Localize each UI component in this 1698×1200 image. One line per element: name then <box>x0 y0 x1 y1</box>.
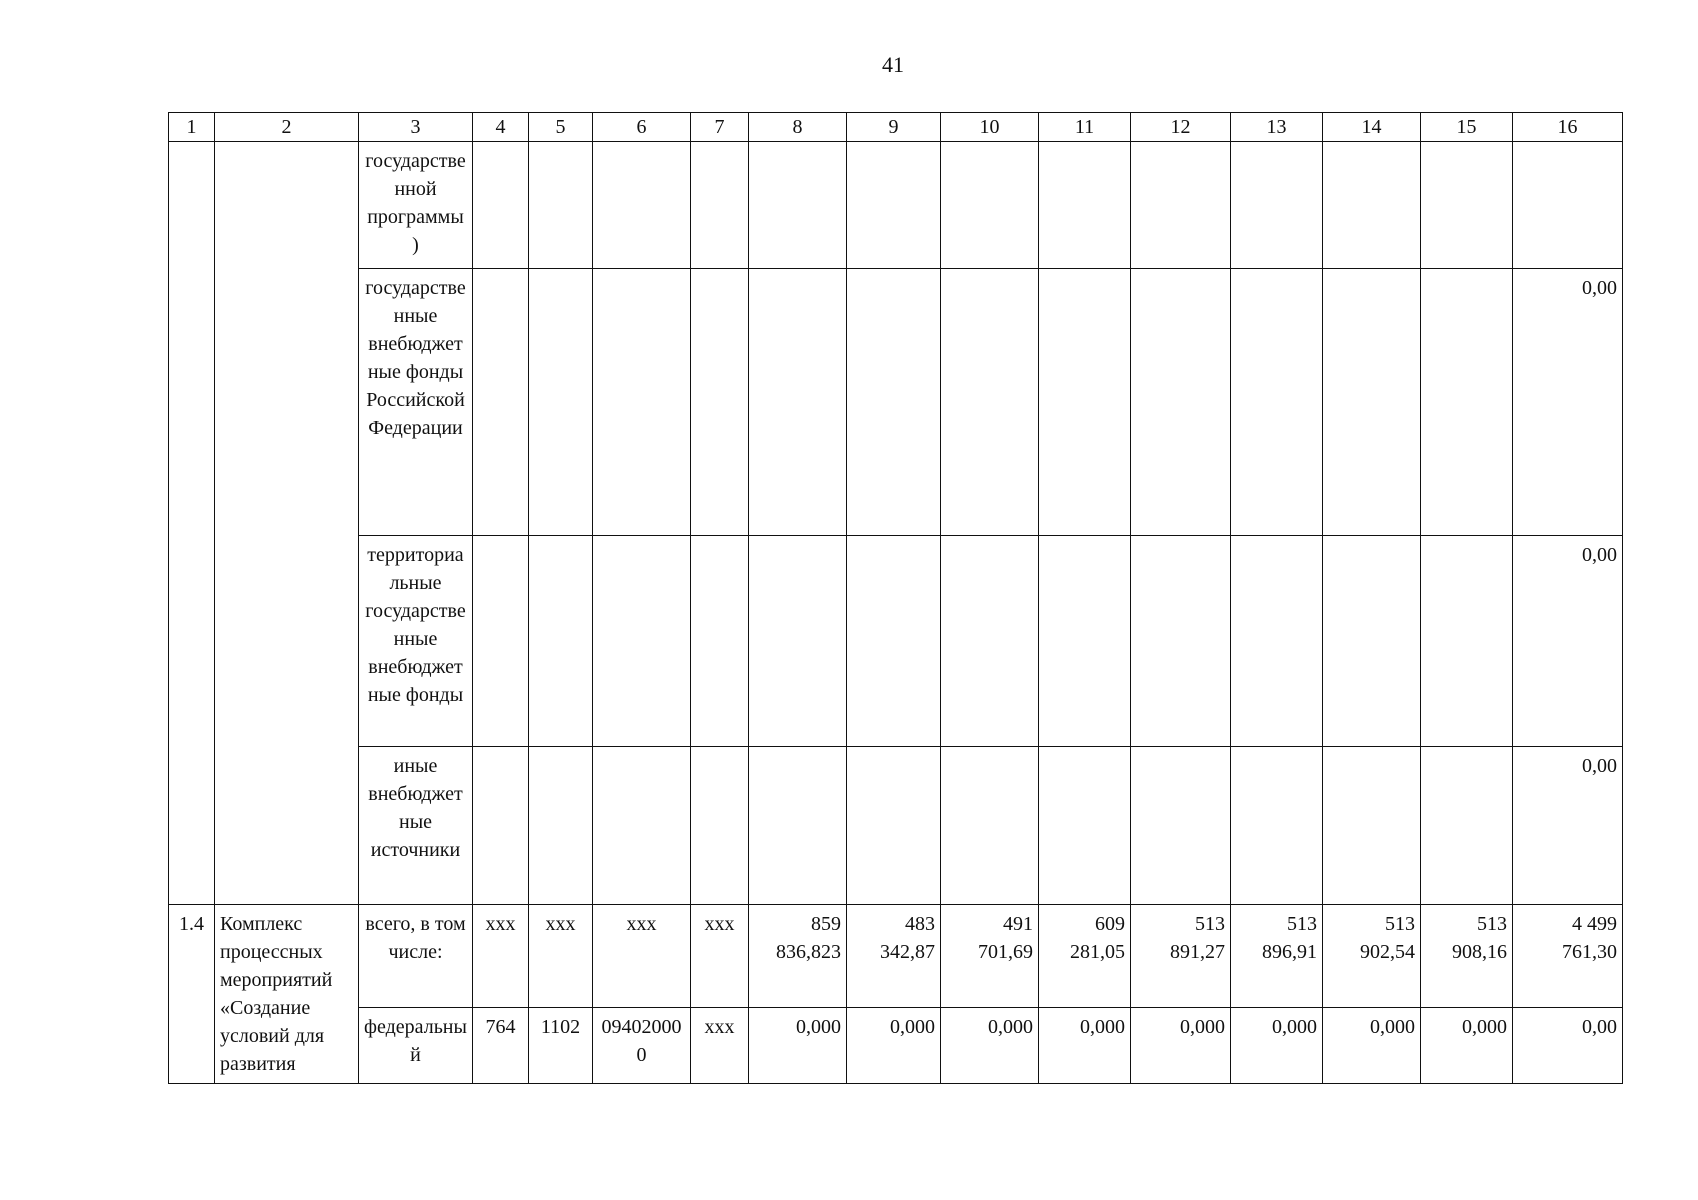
empty-cell <box>529 536 593 747</box>
cell-c9: 483 342,87 <box>847 905 941 1008</box>
empty-cell <box>847 269 941 536</box>
cell-c10: 0,000 <box>941 1008 1039 1084</box>
cell-c7: ххх <box>691 905 749 1008</box>
source-cell: всего, в том числе: <box>359 905 473 1008</box>
empty-cell <box>1039 747 1131 905</box>
empty-cell <box>941 536 1039 747</box>
empty-cell <box>1131 142 1231 269</box>
empty-cell <box>1231 536 1323 747</box>
item-name: Комплекс процессных мероприятий «Создание условий для развития <box>215 905 359 1084</box>
cell-c8: 0,000 <box>749 1008 847 1084</box>
col-header-15: 15 <box>1421 113 1513 142</box>
empty-cell <box>1323 269 1421 536</box>
col-header-16: 16 <box>1513 113 1623 142</box>
table-row <box>169 269 1623 536</box>
empty-cell <box>593 269 691 536</box>
cell-c13: 513 896,91 <box>1231 905 1323 1008</box>
col-header-11: 11 <box>1039 113 1131 142</box>
cell-c11: 609 281,05 <box>1039 905 1131 1008</box>
cell-c11: 0,000 <box>1039 1008 1131 1084</box>
budget-table <box>168 112 1623 1084</box>
empty-cell <box>473 269 529 536</box>
empty-cell <box>1039 142 1131 269</box>
col-header-4: 4 <box>473 113 529 142</box>
col-header-2: 2 <box>215 113 359 142</box>
empty-cell <box>691 747 749 905</box>
empty-cell <box>1231 747 1323 905</box>
cell-c6: ххх <box>593 905 691 1008</box>
empty-cell <box>1039 536 1131 747</box>
table-row <box>169 142 1623 269</box>
column-number-row <box>169 113 1623 142</box>
total-cell: 0,00 <box>1513 269 1623 536</box>
col-header-1: 1 <box>169 113 215 142</box>
empty-cell <box>1131 747 1231 905</box>
empty-cell <box>847 747 941 905</box>
empty-cell <box>941 269 1039 536</box>
merged-num-cell <box>169 142 215 905</box>
table-row <box>169 905 1623 1008</box>
cell-c16: 4 499 761,30 <box>1513 905 1623 1008</box>
empty-cell <box>941 747 1039 905</box>
empty-cell <box>1323 747 1421 905</box>
page-number: 41 <box>882 52 904 77</box>
empty-cell <box>593 536 691 747</box>
empty-cell <box>1231 269 1323 536</box>
cell-c4: 764 <box>473 1008 529 1084</box>
col-header-6: 6 <box>593 113 691 142</box>
empty-cell <box>941 142 1039 269</box>
cell-c7: ххх <box>691 1008 749 1084</box>
source-cell: иные внебюджетные источники <box>359 747 473 905</box>
col-header-7: 7 <box>691 113 749 142</box>
col-header-10: 10 <box>941 113 1039 142</box>
cell-c10: 491 701,69 <box>941 905 1039 1008</box>
empty-cell <box>691 536 749 747</box>
empty-cell <box>691 142 749 269</box>
empty-cell <box>1131 269 1231 536</box>
empty-cell <box>847 142 941 269</box>
col-header-5: 5 <box>529 113 593 142</box>
empty-cell <box>593 747 691 905</box>
cell-c15: 513 908,16 <box>1421 905 1513 1008</box>
empty-cell <box>473 142 529 269</box>
cell-c9: 0,000 <box>847 1008 941 1084</box>
cell-c16: 0,00 <box>1513 1008 1623 1084</box>
cell-c14: 513 902,54 <box>1323 905 1421 1008</box>
empty-cell <box>529 747 593 905</box>
cell-c6: 094020000 <box>593 1008 691 1084</box>
empty-cell <box>749 536 847 747</box>
source-cell: территориальные государственные внебюджетные фонды <box>359 536 473 747</box>
cell-c12: 513 891,27 <box>1131 905 1231 1008</box>
cell-c14: 0,000 <box>1323 1008 1421 1084</box>
empty-cell <box>691 269 749 536</box>
empty-cell <box>529 269 593 536</box>
empty-cell <box>1039 269 1131 536</box>
empty-cell <box>1421 536 1513 747</box>
cell-c15: 0,000 <box>1421 1008 1513 1084</box>
table-row <box>169 1008 1623 1084</box>
empty-cell <box>749 747 847 905</box>
cell-c5: 1102 <box>529 1008 593 1084</box>
empty-cell <box>1323 142 1421 269</box>
table-row <box>169 747 1623 905</box>
cell-c8: 859 836,823 <box>749 905 847 1008</box>
cell-c5: ххх <box>529 905 593 1008</box>
total-cell: 0,00 <box>1513 747 1623 905</box>
empty-cell <box>473 536 529 747</box>
empty-cell <box>847 536 941 747</box>
col-header-9: 9 <box>847 113 941 142</box>
col-header-12: 12 <box>1131 113 1231 142</box>
item-number: 1.4 <box>169 905 215 1084</box>
col-header-14: 14 <box>1323 113 1421 142</box>
source-cell: государственной программы) <box>359 142 473 269</box>
col-header-3: 3 <box>359 113 473 142</box>
empty-cell <box>1323 536 1421 747</box>
total-cell: 0,00 <box>1513 536 1623 747</box>
cell-c4: ххх <box>473 905 529 1008</box>
col-header-13: 13 <box>1231 113 1323 142</box>
table-row <box>169 536 1623 747</box>
empty-cell <box>473 747 529 905</box>
empty-cell <box>1421 142 1513 269</box>
col-header-8: 8 <box>749 113 847 142</box>
empty-cell <box>749 269 847 536</box>
empty-cell <box>1231 142 1323 269</box>
source-cell: государственные внебюджетные фонды Российской Федерации <box>359 269 473 536</box>
empty-cell <box>1421 747 1513 905</box>
empty-cell <box>749 142 847 269</box>
empty-cell <box>1131 536 1231 747</box>
total-cell <box>1513 142 1623 269</box>
empty-cell <box>529 142 593 269</box>
empty-cell <box>593 142 691 269</box>
source-cell: федеральный <box>359 1008 473 1084</box>
empty-cell <box>1421 269 1513 536</box>
cell-c13: 0,000 <box>1231 1008 1323 1084</box>
cell-c12: 0,000 <box>1131 1008 1231 1084</box>
merged-name-cell <box>215 142 359 905</box>
